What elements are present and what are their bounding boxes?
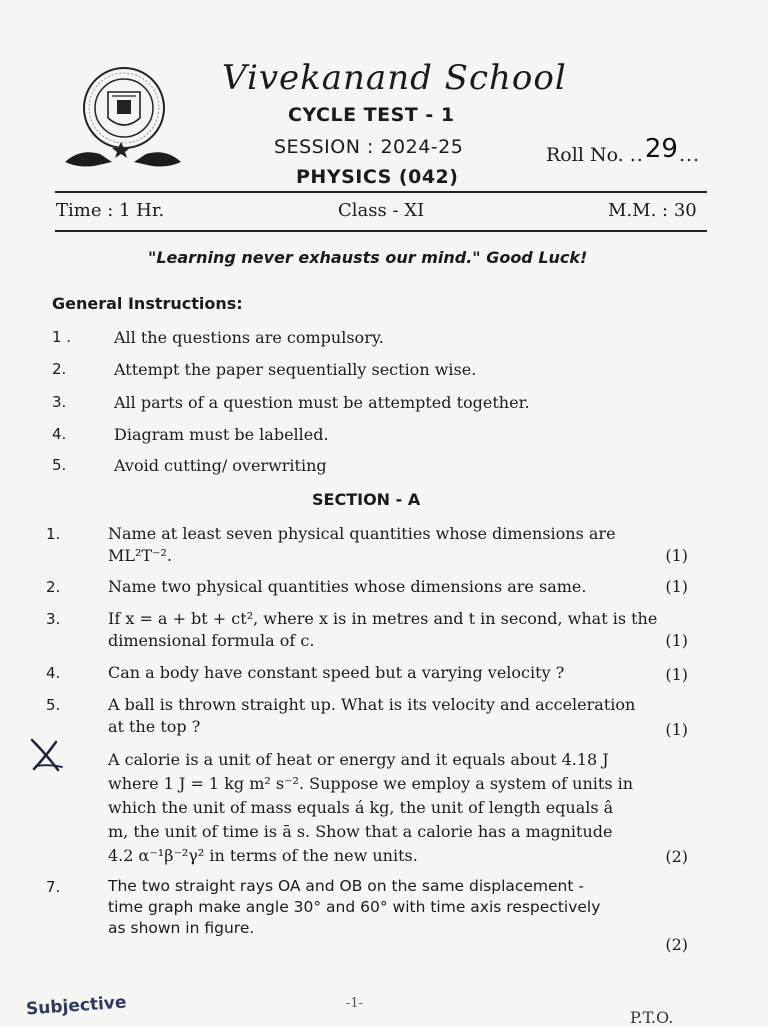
question-marks: (1) bbox=[665, 546, 688, 565]
question-line: Name at least seven physical quantities whose dimensions are bbox=[108, 524, 616, 543]
question-marks: (1) bbox=[665, 631, 688, 650]
divider-top bbox=[55, 191, 707, 193]
question-number: 1. bbox=[46, 525, 61, 543]
test-title: CYCLE TEST - 1 bbox=[288, 104, 455, 126]
question-number: 5. bbox=[46, 696, 61, 714]
question-line: which the unit of mass equals á kg, the unit of length equals â bbox=[108, 798, 614, 817]
question-text bbox=[108, 748, 698, 868]
question-text bbox=[108, 576, 692, 598]
question-marks: (1) bbox=[665, 720, 688, 739]
school-name: Vivekanand School bbox=[222, 58, 567, 98]
subject: PHYSICS (042) bbox=[296, 166, 459, 188]
question-marks: (1) bbox=[665, 577, 688, 596]
question-marks: (1) bbox=[665, 665, 688, 684]
footer-subjective: Subjective bbox=[25, 992, 128, 1020]
question-line: A calorie is a unit of heat or energy and it equals about 4.18 J bbox=[108, 750, 609, 769]
page-number: -1- bbox=[346, 996, 364, 1011]
instruction-number: 4. bbox=[52, 425, 67, 443]
question-line: as shown in figure. bbox=[108, 919, 255, 937]
question-line: m, the unit of time is ā s. Show that a calorie has a magnitude bbox=[108, 822, 613, 841]
class-label: Class - XI bbox=[338, 200, 425, 221]
instruction-text: All parts of a question must be attempted together. bbox=[114, 393, 530, 412]
question-line: dimensional formula of c. bbox=[108, 631, 315, 650]
question-marks: (2) bbox=[665, 847, 688, 866]
school-logo-icon bbox=[60, 62, 186, 174]
question-text bbox=[108, 694, 692, 738]
footer-pto: P.T.O. bbox=[630, 1008, 674, 1027]
question-number: 4. bbox=[46, 664, 61, 682]
instruction-number: 5. bbox=[52, 456, 67, 474]
quote: "Learning never exhausts our mind." Good Luck! bbox=[148, 248, 588, 267]
question-line: 4.2 α⁻¹β⁻²γ² in terms of the new units. bbox=[108, 846, 418, 865]
session: SESSION : 2024-25 bbox=[274, 136, 464, 158]
section-a-title: SECTION - A bbox=[312, 490, 421, 509]
question-text bbox=[108, 523, 692, 567]
question-line: A ball is thrown straight up. What is its velocity and acceleration bbox=[108, 695, 636, 714]
question-text bbox=[108, 608, 692, 652]
divider-bottom bbox=[55, 230, 707, 232]
question-line: The two straight rays OA and OB on the same displacement - bbox=[108, 877, 584, 895]
instruction-text: Diagram must be labelled. bbox=[114, 425, 329, 444]
instruction-text: Avoid cutting/ overwriting bbox=[114, 456, 327, 475]
general-instructions-title: General Instructions: bbox=[52, 294, 243, 313]
question-line: where 1 J = 1 kg m² s⁻². Suppose we employ a system of units in bbox=[108, 774, 634, 793]
roll-label: Roll No. bbox=[546, 144, 624, 166]
question-number: 2. bbox=[46, 578, 61, 596]
question-line: If x = a + bt + ct², where x is in metres and t in second, what is the bbox=[108, 609, 658, 628]
question-text bbox=[108, 662, 692, 684]
question-number: 7. bbox=[46, 878, 61, 896]
question-line: time graph make angle 30° and 60° with time axis respectively bbox=[108, 898, 601, 916]
max-marks: M.M. : 30 bbox=[608, 200, 697, 221]
instruction-number: 3. bbox=[52, 393, 67, 411]
instruction-text: Attempt the paper sequentially section wise. bbox=[114, 360, 477, 379]
instruction-text: All the questions are compulsory. bbox=[114, 328, 384, 347]
roll-dots-after: ... bbox=[678, 144, 701, 166]
question-line: Name two physical quantities whose dimensions are same. bbox=[108, 577, 587, 596]
question-line: at the top ? bbox=[108, 717, 201, 736]
roll-value: 29 bbox=[644, 134, 678, 164]
instruction-number: 1 . bbox=[52, 328, 72, 346]
instruction-number: 2. bbox=[52, 360, 67, 378]
question-line: ML²T⁻². bbox=[108, 546, 173, 565]
roll-dots-before: .. bbox=[629, 144, 644, 166]
time-allowed: Time : 1 Hr. bbox=[56, 200, 165, 221]
roll-number bbox=[546, 134, 701, 168]
question-line: Can a body have constant speed but a varying velocity ? bbox=[108, 663, 565, 682]
question-text bbox=[108, 876, 692, 939]
question-marks: (2) bbox=[665, 935, 688, 954]
question-number: 3. bbox=[46, 610, 61, 628]
